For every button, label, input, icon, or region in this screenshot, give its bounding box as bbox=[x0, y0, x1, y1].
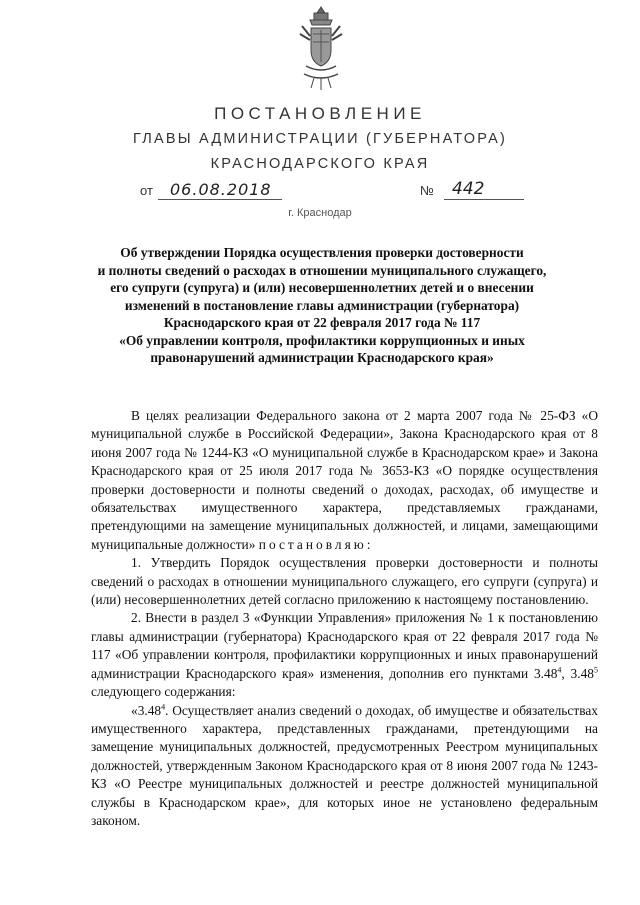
title-line: его супруги (супруга) и (или) несовершеннолетних детей и о внесении bbox=[110, 280, 534, 295]
clause-2-paragraph bbox=[91, 609, 598, 701]
title-line: «Об управлении контроля, профилактики коррупционных и иных bbox=[119, 332, 525, 348]
clause-2-text: 2. Внести в раздел 3 «Функции Управления» приложения № 1 к постановлению главы администрации (губернатора) Краснодарского края от 22 февраля 2017 года № 117 «Об управлении контроля, профилактики коррупционных и иных правонарушений администрации Краснодарского края» изменения, дополнив его пунктами 3.48 bbox=[91, 610, 598, 681]
clause-3-48-4-text: . Осуществляет анализ сведений о доходах, об имуществе и обязательствах имущественного характера, представленных гражданами, претендующими на замещение муниципальных должностей, предусмотренных Реестром муниципальных должностей, утвержденным Законом Краснодарского края от 8 июня 2007 года № 1243-КЗ «О Реестре муниципальных должностей и реестре должностей муниципальной службы в Краснодарском крае», для которых иное не установлено федеральным законом. bbox=[91, 702, 598, 828]
document-type-heading: ПОСТАНОВЛЕНИЕ bbox=[214, 104, 426, 123]
handwritten-date: 06.08.2018 bbox=[170, 180, 272, 199]
superscript: 4 bbox=[161, 702, 166, 712]
superscript: 4 bbox=[557, 665, 562, 675]
clause-3-48-4-number: «3.48 bbox=[131, 702, 162, 718]
title-line: и полноты сведений о расходах в отношении муниципального служащего, bbox=[97, 262, 547, 278]
number-prefix: № bbox=[420, 183, 434, 198]
preamble-paragraph bbox=[91, 407, 598, 554]
number-underline bbox=[444, 199, 524, 200]
document-title bbox=[60, 244, 584, 367]
handwritten-number: 442 bbox=[452, 179, 485, 199]
superscript: 5 bbox=[594, 665, 598, 675]
clause-2-separator: , 3.48 bbox=[561, 665, 594, 681]
date-prefix: от bbox=[140, 183, 153, 198]
title-line: Краснодарского края от 22 февраля 2017 года № 117 bbox=[163, 315, 481, 330]
preamble-text: В целях реализации Федерального закона от 2 марта 2007 года № 25-ФЗ «О муниципальной службе в Российской Федерации», Закона Краснодарского края от 8 июня 2007 года № 1244-КЗ «О муниципальной службе в Краснодарском крае» и Закона Краснодарского края от 25 июля 2017 года № 3653-КЗ «О порядке осуществления проверки достоверности и полноты сведений о доходах, расходах, об имуществе и обязательствах имущественного характера, представляемых гражданами, претендующими на замещение муниципальных должностей, и лицами, замещающими муниципальные должности» bbox=[91, 408, 598, 552]
date-number-row bbox=[0, 180, 640, 206]
title-line: Об утверждении Порядка осуществления проверки достоверности bbox=[120, 245, 524, 260]
clause-2-end: следующего содержания: bbox=[91, 684, 236, 700]
city-label: г. Краснодар bbox=[288, 207, 352, 219]
clause-3-48-4-paragraph bbox=[91, 702, 598, 831]
clause-1-paragraph: 1. Утвердить Порядок осуществления проверки достоверности и полноты сведений о расходах в отношении муниципального служащего, его супруги (супруга) и (или) несовершеннолетних детей согласно приложению к настоящему постановлению. bbox=[91, 555, 598, 608]
document-body bbox=[91, 407, 598, 830]
resolve-word: постановляю: bbox=[258, 536, 374, 552]
region-heading: КРАСНОДАРСКОГО КРАЯ bbox=[210, 156, 430, 172]
date-underline bbox=[158, 199, 282, 200]
coat-of-arms-emblem bbox=[296, 4, 346, 92]
title-line: правонарушений администрации Краснодарского края» bbox=[150, 350, 494, 365]
title-line: изменений в постановление главы администрации (губернатора) bbox=[124, 297, 520, 313]
issuer-heading: ГЛАВЫ АДМИНИСТРАЦИИ (ГУБЕРНАТОРА) bbox=[133, 131, 507, 147]
